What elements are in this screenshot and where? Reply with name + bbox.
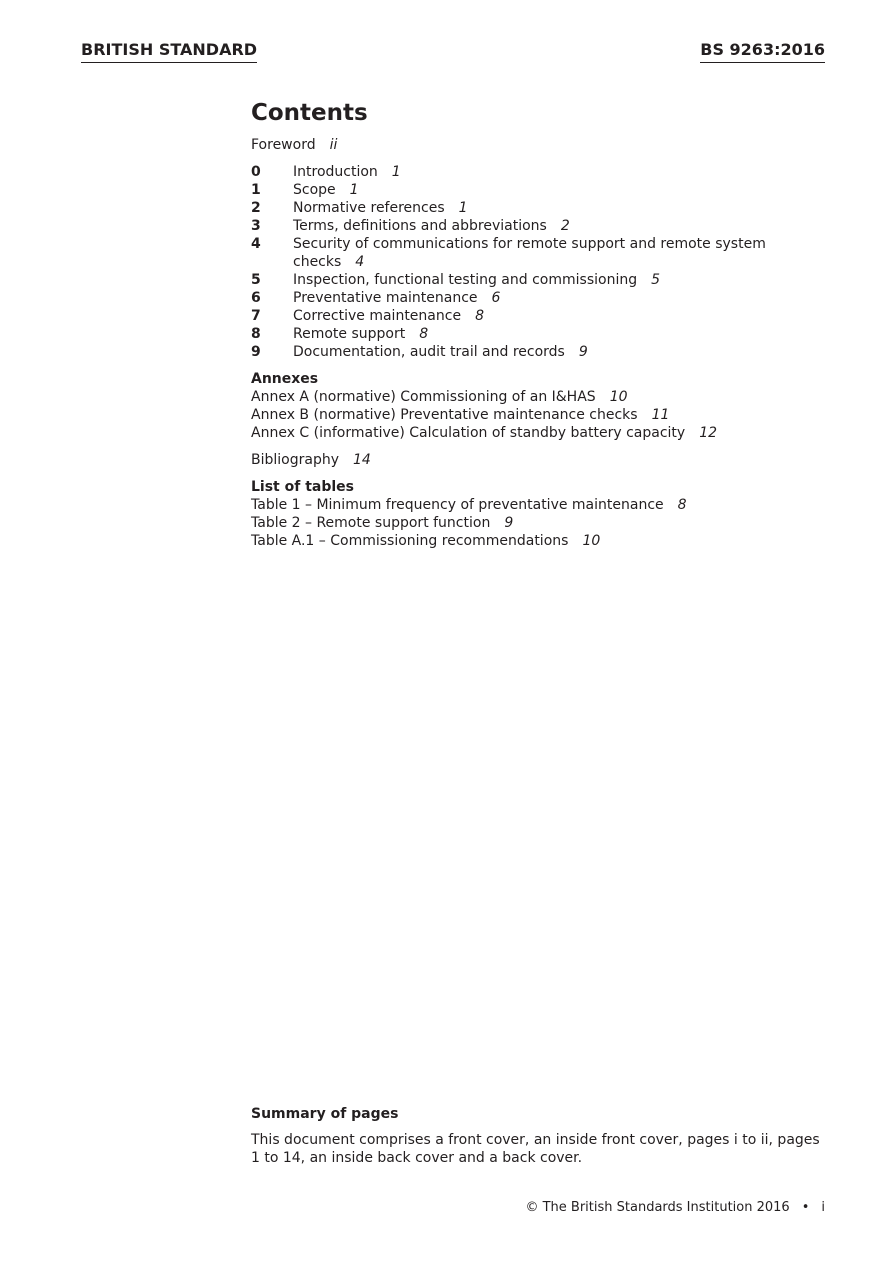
toc-entry-foreword[interactable] — [251, 136, 831, 154]
clause-number: 4 — [251, 236, 261, 252]
clause-label: Remote support — [293, 326, 406, 342]
header-left-title: BRITISH STANDARD — [81, 40, 257, 63]
toc-table-2[interactable] — [251, 514, 831, 532]
contents-section — [251, 98, 831, 559]
clause-page: 1 — [391, 164, 401, 180]
annex-page: 12 — [699, 425, 718, 441]
toc-clause-2[interactable] — [251, 199, 831, 217]
clause-number: 0 — [251, 164, 261, 180]
toc-annex-a[interactable] — [251, 388, 831, 406]
clause-number: 3 — [251, 218, 261, 234]
toc-clause-6[interactable] — [251, 289, 831, 307]
toc-clause-0[interactable] — [251, 163, 831, 181]
clause-page: 6 — [491, 290, 501, 306]
summary-heading: Summary of pages — [251, 1106, 399, 1122]
toc-annex-c[interactable] — [251, 424, 831, 442]
contents-title: Contents — [251, 100, 368, 126]
clause-label: Normative references — [293, 200, 445, 216]
clause-label: Inspection, functional testing and commissioning — [293, 272, 638, 288]
clause-page: 2 — [560, 218, 570, 234]
clause-number: 5 — [251, 272, 261, 288]
table-label: Table 1 – Minimum frequency of preventative maintenance — [251, 497, 664, 513]
toc-clause-1[interactable] — [251, 181, 831, 199]
clause-page: 9 — [578, 344, 588, 360]
summary-text: This document comprises a front cover, an inside front cover, pages i to ii, pages 1 to 14, an inside back cover and a back cover. — [251, 1132, 820, 1166]
toc-clause-4[interactable] — [251, 235, 831, 271]
toc-bibliography[interactable] — [251, 451, 831, 469]
table-label: Table 2 – Remote support function — [251, 515, 491, 531]
page-footer — [525, 1199, 825, 1217]
toc-table-1[interactable] — [251, 496, 831, 514]
clause-label: Introduction — [293, 164, 378, 180]
annex-label: Annex B (normative) Preventative maintenance checks — [251, 407, 638, 423]
copyright-text: © The British Standards Institution 2016 — [525, 1200, 790, 1215]
toc-clause-8[interactable] — [251, 325, 831, 343]
toc-clauses — [251, 163, 831, 361]
toc-entry-label: Foreword — [251, 137, 316, 153]
toc-annex-b[interactable] — [251, 406, 831, 424]
clause-number: 1 — [251, 182, 261, 198]
toc-entry-page: ii — [329, 137, 338, 153]
clause-label: Scope — [293, 182, 336, 198]
summary-of-pages — [251, 1105, 831, 1167]
clause-page: 4 — [355, 254, 365, 270]
clause-number: 9 — [251, 344, 261, 360]
toc-annexes — [251, 370, 831, 442]
clause-page: 1 — [349, 182, 359, 198]
clause-label: Corrective maintenance — [293, 308, 462, 324]
table-page: 9 — [504, 515, 514, 531]
toc-table-a1[interactable] — [251, 532, 831, 550]
table-page: 8 — [677, 497, 687, 513]
clause-page: 1 — [458, 200, 468, 216]
annex-page: 10 — [609, 389, 628, 405]
toc-clause-7[interactable] — [251, 307, 831, 325]
annex-label: Annex A (normative) Commissioning of an I&HAS — [251, 389, 596, 405]
clause-number: 2 — [251, 200, 261, 216]
clause-label: Terms, definitions and abbreviations — [293, 218, 547, 234]
page-number: i — [821, 1200, 825, 1215]
toc-clause-5[interactable] — [251, 271, 831, 289]
annex-page: 11 — [651, 407, 670, 423]
bibliography-label: Bibliography — [251, 452, 339, 468]
toc-clause-9[interactable] — [251, 343, 831, 361]
table-page: 10 — [582, 533, 601, 549]
clause-number: 8 — [251, 326, 261, 342]
toc-clause-3[interactable] — [251, 217, 831, 235]
clause-page: 5 — [651, 272, 661, 288]
clause-number: 6 — [251, 290, 261, 306]
clause-label: Documentation, audit trail and records — [293, 344, 565, 360]
annex-label: Annex C (informative) Calculation of standby battery capacity — [251, 425, 686, 441]
clause-page: 8 — [419, 326, 429, 342]
tables-heading: List of tables — [251, 479, 354, 495]
clause-label: Security of communications for remote support and remote system checks — [293, 236, 766, 270]
header-standard-number: BS 9263:2016 — [700, 40, 825, 63]
clause-page: 8 — [475, 308, 484, 324]
annexes-heading: Annexes — [251, 371, 319, 387]
toc-tables — [251, 478, 831, 550]
clause-label: Preventative maintenance — [293, 290, 478, 306]
clause-number: 7 — [251, 308, 261, 324]
bullet-separator: • — [801, 1200, 810, 1215]
table-label: Table A.1 – Commissioning recommendations — [251, 533, 569, 549]
bibliography-page: 14 — [353, 452, 371, 468]
